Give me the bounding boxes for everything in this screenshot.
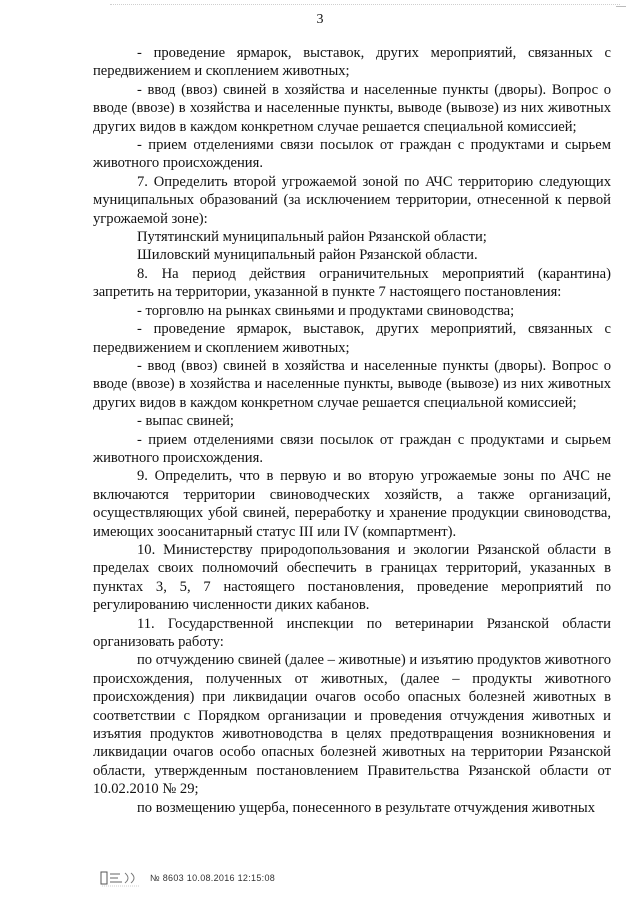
paragraph: - ввод (ввоз) свиней в хозяйства и населенные пункты (дворы). Вопрос о вводе (ввозе) в хозяйства и населенные пункты, выводе (вывозе) из них животных других видов в каждом конкретном случае решается специальной комиссией; [93,81,611,135]
paragraph: 11. Государственной инспекции по ветеринарии Рязанской области организовать работу: [93,615,611,650]
paragraph: по отчуждению свиней (далее – животные) и изъятию продуктов животного происхождения, полученных от животных, (далее – продукты животного происхождения) при ликвидации очагов особо опасных болезней животных в соответствии с Порядком организации и проведения отчуждения животных и изъятия продуктов животноводства в целях предотвращения возникновения и ликвидации очагов особо опасных болезней животных на территории Рязанской области, утвержденным постановлением Правительства Рязанской области от 10.02.2010 № 29; [93,652,611,798]
paragraph: - торговлю на рынках свиньями и продуктами свиноводства; [137,302,515,319]
paragraph: - проведение ярмарок, выставок, других мероприятий, связанных с передвижением и скоплением животных; [93,321,611,356]
registration-number: № 8603 10.08.2016 12:15:08 [150,873,276,883]
paragraph: - прием отделениями связи посылок от граждан с продуктами и сырьем животного происхождения. [93,431,611,466]
page-number: 3 [316,12,324,27]
paragraph: 10. Министерству природопользования и экологии Рязанской области в пределах своих полномочий обеспечить в границах территорий, указанных в пунктах 3, 5, 7 настоящего постановления, проведение мероприятий по регулированию численности диких кабанов. [93,541,611,614]
registration-stamp [100,869,275,887]
paragraph: Путятинский муниципальный район Рязанской области; [137,229,487,246]
document-body [93,44,611,817]
paragraph: 8. На период действия ограничительных мероприятий (карантина) запретить на территории, указанной в пункте 7 настоящего постановления: [93,265,611,301]
registry-logo-icon [100,869,142,887]
paragraph: 7. Определить второй угрожаемой зоной по АЧС территорию следующих муниципальных образований (за исключением территории, отнесенной к первой угрожаемой зоне): [93,173,611,227]
paragraph: по возмещению ущерба, понесенного в результате отчуждения животных [137,799,595,816]
paragraph: 9. Определить, что в первую и во вторую угрожаемые зоны по АЧС не включаются территории свиноводческих хозяйств, а также организаций, осуществляющих убой свиней, переработку и хранение продукции свиноводства, имеющих зоосанитарный статус III или IV (компартмент). [93,468,611,540]
paragraph: - ввод (ввоз) свиней в хозяйства и населенные пункты (дворы). Вопрос о вводе (ввозе) в хозяйства и населенные пункты, выводе (вывозе) из них животных других видов в каждом конкретном случае решается специальной комиссией; [93,357,611,411]
scan-artifact-top [110,4,620,8]
paragraph: - прием отделениями связи посылок от граждан с продуктами и сырьем животного происхождения. [93,137,611,172]
paragraph: Шиловский муниципальный район Рязанской области. [137,247,478,264]
paragraph: - проведение ярмарок, выставок, других мероприятий, связанных с передвижением и скоплением животных; [93,45,611,80]
paragraph: - выпас свиней; [137,413,234,430]
